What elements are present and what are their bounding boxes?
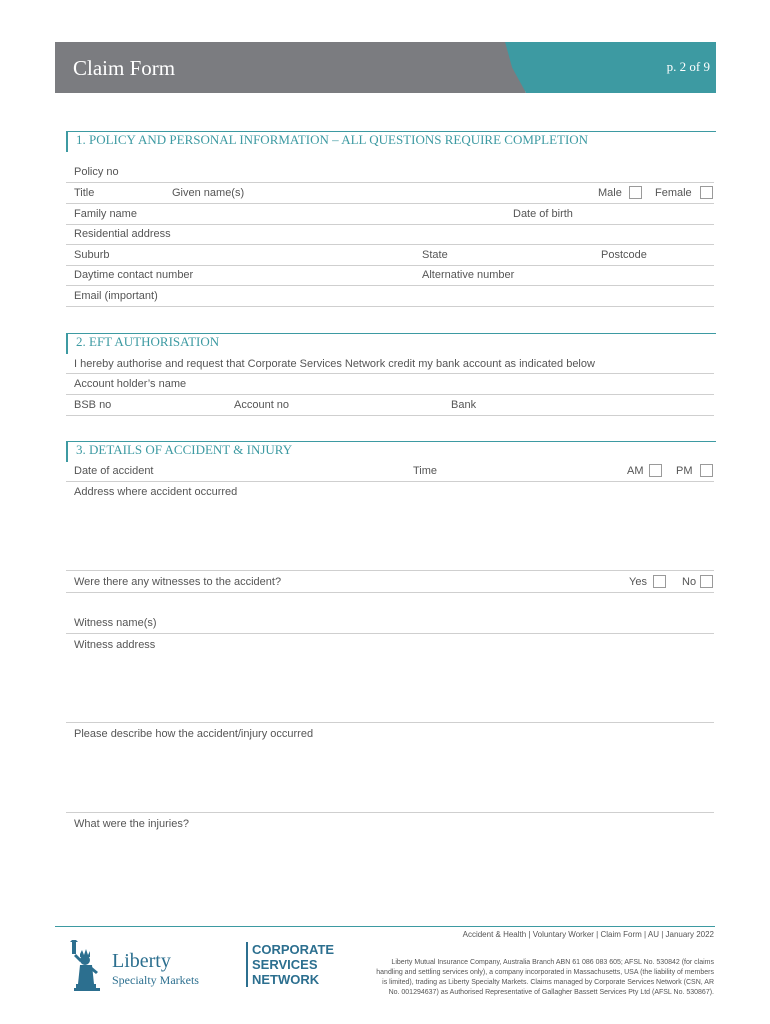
suburb-field[interactable] bbox=[66, 265, 714, 266]
policy-no-field[interactable] bbox=[66, 182, 714, 183]
csn-line-3: NETWORK bbox=[252, 972, 320, 987]
csn-line-1: CORPORATE bbox=[252, 942, 335, 957]
csn-line-2: SERVICES bbox=[252, 957, 318, 972]
suburb-label: Suburb bbox=[74, 249, 110, 261]
family-name-field[interactable] bbox=[66, 224, 714, 225]
authorise-text: I hereby authorise and request that Corporate Services Network credit my bank account as indicated below bbox=[74, 358, 595, 370]
describe-field[interactable] bbox=[66, 812, 714, 813]
am-label: AM bbox=[627, 465, 644, 477]
female-checkbox[interactable] bbox=[700, 186, 713, 199]
pm-checkbox[interactable] bbox=[700, 464, 713, 477]
witnesses-divider bbox=[66, 592, 714, 593]
date-of-accident-label: Date of accident bbox=[74, 465, 154, 477]
footer-legal-line-2: handling and settling services only), a company incorporated in Massachusetts, USA (the liability of members bbox=[376, 969, 714, 976]
footer-divider bbox=[55, 926, 715, 927]
no-label: No bbox=[682, 576, 697, 588]
statue-of-liberty-icon bbox=[68, 940, 108, 992]
address-occurred-field[interactable] bbox=[66, 570, 714, 571]
male-checkbox[interactable] bbox=[629, 186, 642, 199]
dob-label: Date of birth bbox=[513, 208, 573, 220]
contact-field[interactable] bbox=[66, 285, 714, 286]
liberty-wordmark: Liberty bbox=[112, 950, 171, 972]
page-number: p. 2 of 9 bbox=[666, 59, 710, 74]
injuries-label: What were the injuries? bbox=[74, 818, 189, 830]
given-names-label: Given name(s) bbox=[172, 187, 245, 199]
address-occurred-label: Address where accident occurred bbox=[74, 486, 238, 498]
authorise-divider bbox=[66, 373, 714, 374]
female-label: Female bbox=[655, 187, 692, 199]
yes-label: Yes bbox=[629, 576, 647, 588]
footer-legal-line-4: No. 001294637) as Authorised Representative of Gallagher Bassett Services Pty Ltd (AFSL No. 530867). bbox=[388, 989, 714, 996]
pm-label: PM bbox=[676, 465, 693, 477]
form-title: Claim Form bbox=[73, 56, 176, 80]
residential-address-label: Residential address bbox=[74, 228, 171, 240]
am-checkbox[interactable] bbox=[649, 464, 662, 477]
name-field[interactable] bbox=[66, 203, 714, 204]
section-3-header bbox=[66, 441, 716, 462]
csn-logo bbox=[246, 942, 334, 987]
bsb-label: BSB no bbox=[74, 399, 112, 411]
witness-address-label: Witness address bbox=[74, 639, 156, 651]
residential-address-field[interactable] bbox=[66, 244, 714, 245]
email-field[interactable] bbox=[66, 306, 714, 307]
section-1-title: 1. POLICY AND PERSONAL INFORMATION – ALL QUESTIONS REQUIRE COMPLETION bbox=[76, 132, 589, 147]
alt-number-label: Alternative number bbox=[422, 269, 515, 281]
postcode-label: Postcode bbox=[601, 249, 647, 261]
bank-label: Bank bbox=[451, 399, 477, 411]
family-name-label: Family name bbox=[74, 208, 137, 220]
account-holder-field[interactable] bbox=[66, 394, 714, 395]
describe-label: Please describe how the accident/injury occurred bbox=[74, 728, 314, 740]
section-2-header bbox=[66, 333, 716, 354]
policy-no-label: Policy no bbox=[74, 166, 119, 178]
witness-names-field[interactable] bbox=[66, 633, 714, 634]
specialty-markets-wordmark: Specialty Markets bbox=[112, 973, 199, 987]
witness-address-field[interactable] bbox=[66, 722, 714, 723]
footer-doc-ref: Accident & Health | Voluntary Worker | Claim Form | AU | January 2022 bbox=[462, 930, 714, 939]
date-time-field[interactable] bbox=[66, 481, 714, 482]
no-checkbox[interactable] bbox=[700, 575, 713, 588]
title-label: Title bbox=[74, 187, 95, 199]
yes-checkbox[interactable] bbox=[653, 575, 666, 588]
witness-names-label: Witness name(s) bbox=[74, 617, 157, 629]
footer-legal-line-1: Liberty Mutual Insurance Company, Australia Branch ABN 61 086 083 605; AFSL No. 530842 (for claims bbox=[391, 959, 714, 966]
daytime-contact-label: Daytime contact number bbox=[74, 269, 194, 281]
bank-details-field[interactable] bbox=[66, 415, 714, 416]
state-label: State bbox=[422, 249, 448, 261]
section-3-title: 3. DETAILS OF ACCIDENT & INJURY bbox=[76, 442, 293, 457]
liberty-logo bbox=[68, 940, 228, 992]
section-2-title: 2. EFT AUTHORISATION bbox=[76, 334, 220, 349]
email-label: Email (important) bbox=[74, 290, 158, 302]
time-label: Time bbox=[413, 465, 438, 477]
account-holder-label: Account holder’s name bbox=[74, 378, 187, 390]
section-1-header bbox=[66, 131, 716, 152]
footer-legal bbox=[334, 958, 714, 998]
footer-legal-line-3: is limited), trading as Liberty Specialty Markets. Claims managed by Corporate Services Network (CSN, AR bbox=[382, 979, 714, 986]
male-label: Male bbox=[598, 187, 622, 199]
account-no-label: Account no bbox=[234, 399, 290, 411]
witnesses-question: Were there any witnesses to the accident? bbox=[74, 576, 282, 588]
